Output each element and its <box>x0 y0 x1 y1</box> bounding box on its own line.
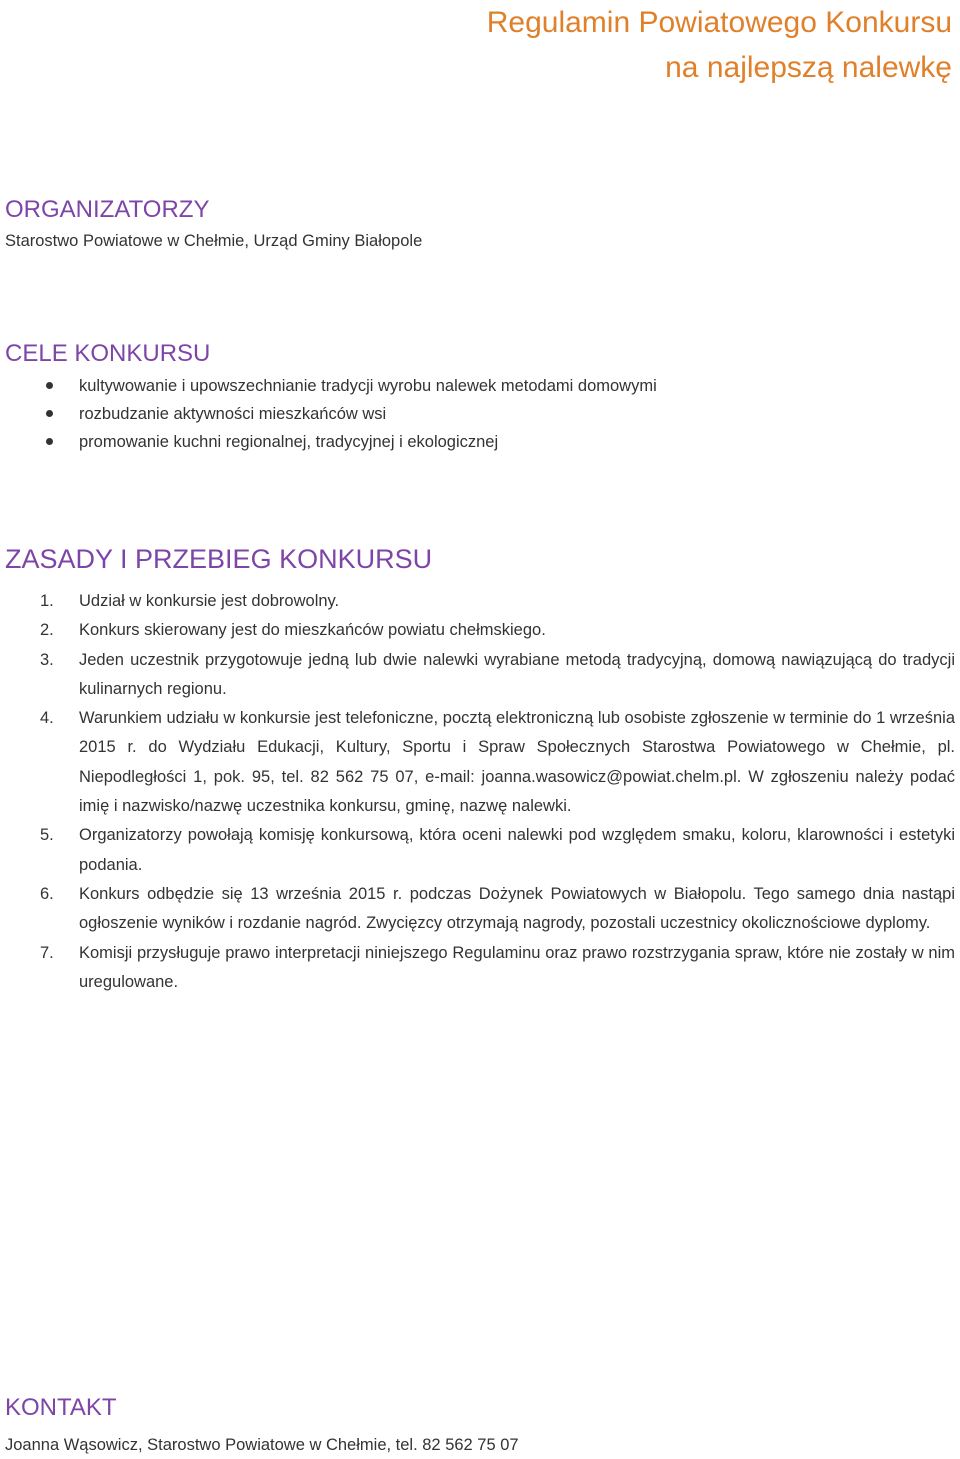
rule-number: 1. <box>40 592 54 610</box>
rules-heading: ZASADY I PRZEBIEG KONKURSU <box>5 544 433 574</box>
rule-text: Udział w konkursie jest dobrowolny. <box>79 592 340 610</box>
contact-heading: KONTAKT <box>5 1394 117 1421</box>
rule-item <box>0 880 960 939</box>
organizers-heading: ORGANIZATORZY <box>5 196 210 223</box>
rule-text: Jeden uczestnik przygotowuje jedną lub dwie nalewki wyrabiane metodą tradycyjną, domową nawiązującą do tradycji kulinarnych regionu. <box>79 650 955 698</box>
rule-item <box>0 704 960 821</box>
rule-item <box>0 587 960 616</box>
rule-text: Komisji przysługuje prawo interpretacji niniejszego Regulaminu oraz prawo rozstrzygania spraw, które nie zostały w nim uregulowane. <box>79 943 955 991</box>
organizers-text: Starostwo Powiatowe w Chełmie, Urząd Gminy Białopole <box>5 232 423 250</box>
rule-item <box>0 616 960 645</box>
rule-item <box>0 821 960 880</box>
goals-list-item <box>0 372 657 400</box>
rule-text: Organizatorzy powołają komisję konkursową, która oceni nalewki pod względem smaku, koloru, klarowności i estetyki podania. <box>79 826 955 874</box>
goals-list <box>0 372 657 456</box>
rule-number: 5. <box>40 826 54 845</box>
title-line-2: na najlepszą nalewkę <box>665 51 952 84</box>
rule-text: Konkurs odbędzie się 13 września 2015 r. podczas Dożynek Powiatowych w Białopolu. Tego samego dnia nastąpi ogłoszenie wyników i rozdanie nagród. Zwycięzcy otrzymają nagrody, pozostali uczestnicy okolicznościowe dyplomy. <box>79 884 955 933</box>
rule-text: Konkurs skierowany jest do mieszkańców powiatu chełmskiego. <box>79 621 546 640</box>
bullet-icon <box>46 410 53 417</box>
rules-list <box>0 587 960 997</box>
goals-heading: CELE KONKURSU <box>5 340 211 367</box>
rule-number: 7. <box>40 943 54 962</box>
goals-list-item <box>0 428 657 456</box>
goal-text: promowanie kuchni regionalnej, tradycyjnej i ekologicznej <box>79 433 499 451</box>
document-title <box>487 0 952 90</box>
rule-number: 4. <box>40 709 54 728</box>
rule-item <box>0 939 960 998</box>
rule-number: 3. <box>40 650 54 669</box>
rule-number: 6. <box>40 884 54 903</box>
bullet-icon <box>46 438 53 445</box>
contact-text: Joanna Wąsowicz, Starostwo Powiatowe w Chełmie, tel. 82 562 75 07 <box>5 1436 519 1454</box>
rule-number: 2. <box>40 621 54 640</box>
goal-text: rozbudzanie aktywności mieszkańców wsi <box>79 405 387 423</box>
rule-item <box>0 646 960 705</box>
goals-list-item <box>0 400 657 428</box>
goal-text: kultywowanie i upowszechnianie tradycji wyrobu nalewek metodami domowymi <box>79 377 657 395</box>
title-line-1: Regulamin Powiatowego Konkursu <box>486 6 952 39</box>
bullet-icon <box>46 382 53 389</box>
rule-text: Warunkiem udziału w konkursie jest telefoniczne, pocztą elektroniczną lub osobiste zgłoszenie w terminie do 1 września 2015 r. do Wydziału Edukacji, Kultury, Sportu i Spraw Społecznych Starostwa Powiatowego w Chełmie, pl. Niepodległości 1, pok. 95, tel. 82 562 75 07, e-mail: joanna.wasowicz@powiat.chelm.pl. W zgłoszeniu należy podać imię i nazwisko/nazwę uczestnika konkursu, gminę, nazwę nalewki. <box>79 709 955 816</box>
